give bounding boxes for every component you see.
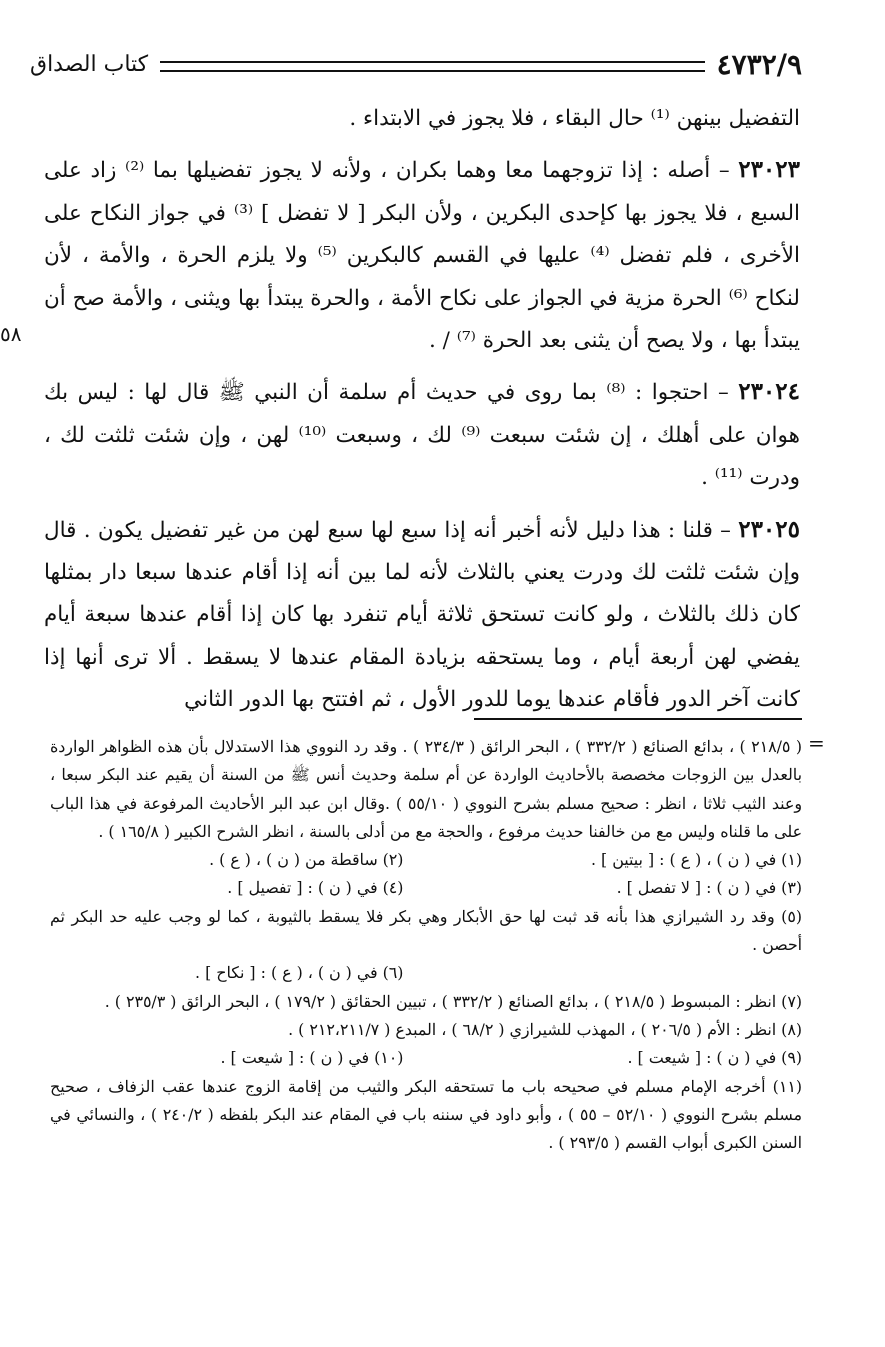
paragraph-text: – أصله : إذا تزوجهما معا وهما بكران ، ولأنه لا يجوز تفضيلها بما ⁽²⁾ زاد على السبع ، فلا يجوز بها كإحدى البكرين ، ولأن البكر [ لا تفضل ] ⁽³⁾ في جواز النكاح على الأخرى ، فلم تفضل ⁽⁴⁾ عليها في القسم كالبكرين ⁽⁵⁾ ولا يلزم الحرة ، والأمة ، لأن لنكاح ⁽⁶⁾ الحرة مزية في الجواز على نكاح الأمة ، والحرة يبتدأ بها ويثنى ، والأمة صح أن يبتدأ بها ، ولا يصح أن يثنى بعد الحرة ⁽⁷⁾ / .: [44, 158, 801, 354]
footnote-row: [50, 959, 802, 987]
footnote-spacer: [403, 959, 802, 987]
footnote: (٧) انظر : المبسوط ( ٢١٨/٥ ) ، بدائع الصنائع ( ٣٣٢/٢ ) ، تبيين الحقائق ( ١٧٩/٢ ) ، البحر الرائق ( ٢٣٥/٣ ) .: [104, 991, 802, 1011]
footnotes: [50, 733, 802, 1157]
paragraph-text: – احتجوا : ⁽⁸⁾ بما روى في حديث أم سلمة أن النبي ﷺ قال لها : ليس بك هوان على أهلك ، إن شئت سبعت ⁽⁹⁾ لك ، وسبعت ⁽¹⁰⁾ لهن ، وإن شئت ثلثت لك ، ودرت ⁽¹¹⁾ .: [44, 380, 800, 491]
footnote-continued: ( ٢١٨/٥ ) ، بدائع الصنائع ( ٣٣٢/٢ ) ، البحر الرائق ( ٢٣٤/٣ ) . وقد رد النووي هذا الاستدلال بأن هذه الظواهر الواردة بالعدل بين الزوجات مخصصة بالأحاديث الواردة عن أم سلمة وحديث أنس ﷺ من السنة أن يقيم عند البكر سبعا ، وعند الثيب ثلاثا ، انظر : صحيح مسلم بشرح النووي ( ٥٥/١٠ ) .وقال ابن عبد البر الأحاديث المرفوعة في هذا الباب على ما قلناه وليس مع من خالفنا حديث مرفوع ، والحجة مع من أدلى بالسنة ، انظر الشرح الكبير ( ١٦٥/٨ ) .: [50, 737, 803, 841]
paragraph-number: ٢٣٠٢٥: [738, 515, 800, 543]
main-text: [44, 98, 800, 731]
footnote: (٢) ساقطة من ( ن ) ، ( ع ) .: [209, 850, 404, 870]
footnote: (٤) في ( ن ) : [ تفصيل ] .: [227, 878, 404, 898]
footnote: (٦) في ( ن ) ، ( ع ) : [ نكاح ] .: [195, 963, 404, 983]
footnote-row: [50, 846, 802, 874]
paragraph: [44, 371, 800, 499]
footnote-row: [50, 1044, 802, 1072]
footnote-separator: [474, 718, 802, 720]
paragraph: [44, 98, 800, 140]
paragraph: [44, 509, 800, 722]
footnote: (٥) وقد رد الشيرازي هذا بأنه قد ثبت لها حق الأبكار وهي بكر فلا يسقط بالثيوبة ، كما لو وجب عليه حد البكر ثم أحصن .: [50, 906, 802, 955]
footnote: (٩) في ( ن ) : [ شيعت ] .: [627, 1048, 802, 1068]
header-double-rule: [160, 61, 704, 72]
paragraph: [44, 149, 800, 362]
footnote: (١) في ( ن ) ، ( ع ) : [ بيتين ] .: [591, 850, 802, 870]
footnote: (٣) في ( ن ) : [ لا تفصل ] .: [616, 878, 802, 898]
book-title: كتاب الصداق: [30, 51, 149, 77]
footnote: (١٠) في ( ن ) : [ شيعت ] .: [220, 1048, 404, 1068]
paragraph-text: التفضيل بينهن ⁽¹⁾ حال البقاء ، فلا يجوز في الابتداء .: [349, 106, 800, 131]
margin-page-marker: ٥٨: [0, 322, 22, 346]
paragraph-number: ٢٣٠٢٤: [738, 378, 800, 406]
footnote: (٨) انظر : الأم ( ٢٠٦/٥ ) ، المهذب للشيرازي ( ٦٨/٢ ) ، المبدع ( ٢١٢،٢١١/٧ ) .: [288, 1019, 802, 1039]
footnote: (١١) أخرجه الإمام مسلم في صحيحه باب ما تستحقه البكر والثيب من إقامة الزوج عندها عقب الزفاف ، صحيح مسلم بشرح النووي ( ٥٢/١٠ – ٥٥ ) ، وأبو داود في سننه باب في المقام عند البكر بلفظه ( ٢٤٠/٢ ) ، والنسائي في السنن الكبرى أبواب القسم ( ٢٩٣/٥ ) .: [50, 1076, 802, 1153]
paragraph-number: ٢٣٠٢٣: [738, 156, 800, 184]
continuation-mark: =: [808, 731, 825, 755]
running-header: [30, 44, 802, 84]
footnote-row: [50, 874, 802, 902]
page-number: ٤٧٣٢/٩: [716, 47, 802, 81]
paragraph-text: – قلنا : هذا دليل لأنه أخبر أنه إذا سبع لها سبع لهن من غير تفضيل يكون . قال وإن شئت ثلثت لك ودرت يعني بالثلاث لأنه لما بين أنه إذا أقام عندها سبعا دار بمثلها كان ذلك بالثلاث ، ولو كانت تستحق ثلاثة أيام تنفرد بها كان إذا أقام عندها سبعة أيام يفضي لهن أربعة أيام ، وما يستحقه بزيادة المقام عندها لا يسقط . ألا ترى أنها إذا كانت آخر الدور فأقام عندها يوما للدور الأول ، ثم افتتح بها الدور الثاني: [44, 517, 800, 713]
